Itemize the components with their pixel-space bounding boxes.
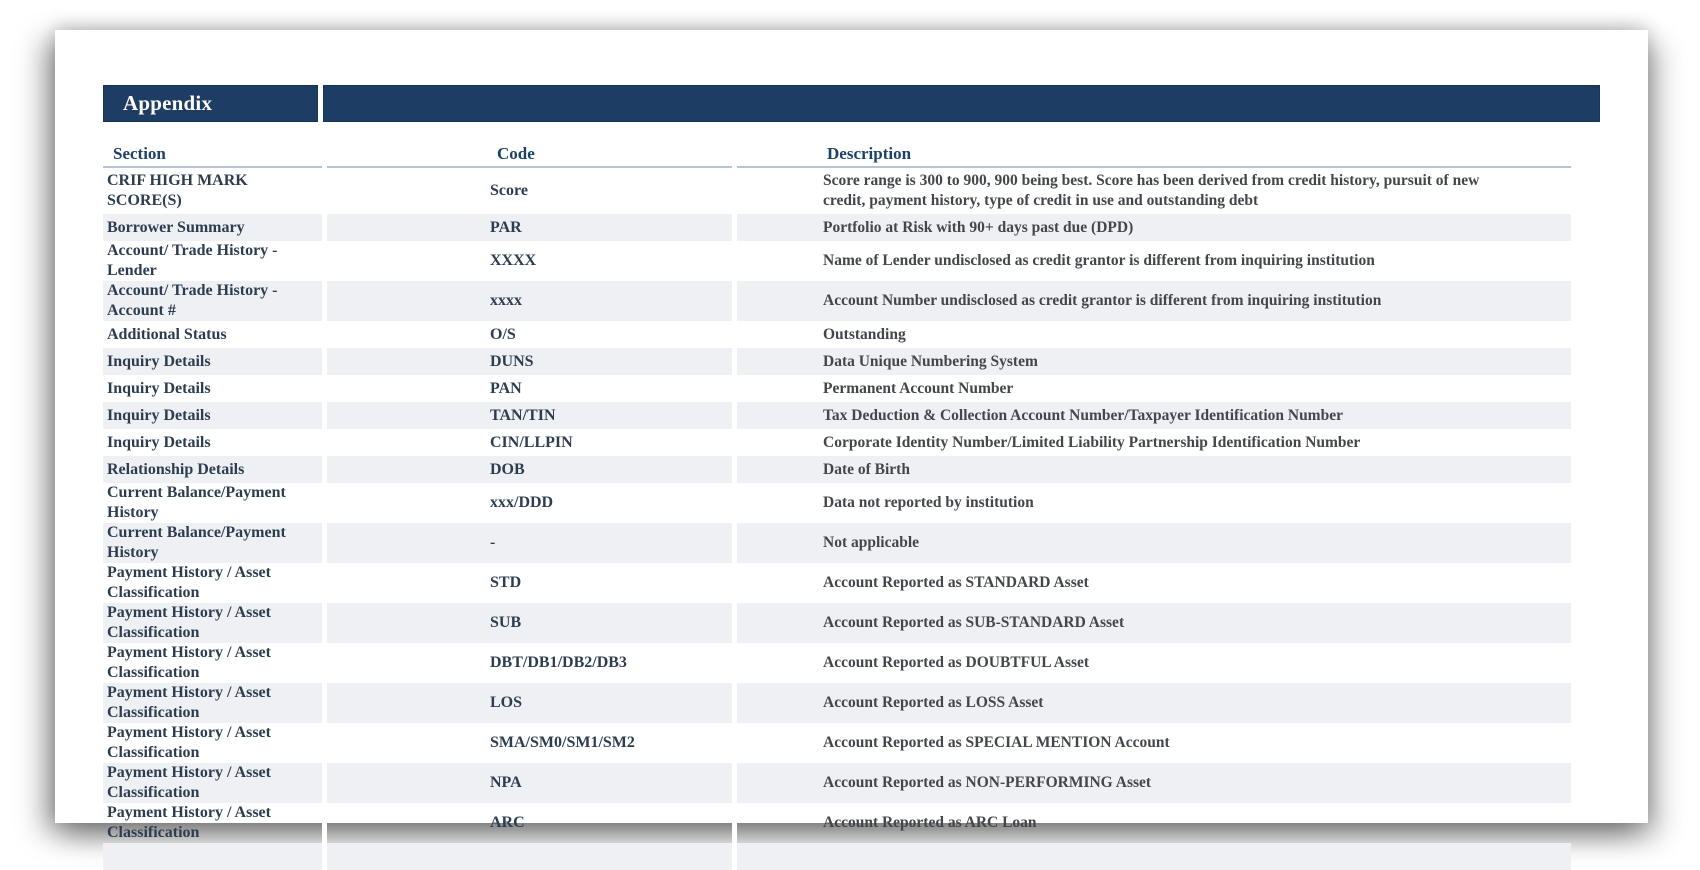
table-footer-stripe	[103, 843, 1571, 870]
code-cell: O/S	[490, 325, 516, 343]
table-row	[103, 168, 1571, 214]
table-row	[103, 348, 1571, 375]
description-cell: Date of Birth	[737, 456, 1571, 483]
section-cell: Borrower Summary	[103, 214, 322, 241]
table-row	[103, 402, 1571, 429]
table-row	[103, 763, 1571, 803]
code-cell: STD	[490, 574, 522, 591]
appendix-table	[103, 142, 1571, 870]
title-bar-extension	[323, 85, 1600, 122]
code-cell: TAN/TIN	[327, 402, 732, 429]
section-cell: Current Balance/Payment History	[107, 484, 286, 521]
appendix-title-label: Appendix	[123, 91, 213, 115]
description-cell: Not applicable	[737, 523, 1571, 563]
table-row	[103, 803, 1571, 843]
code-cell: PAN	[490, 379, 522, 397]
description-cell: Permanent Account Number	[823, 379, 1014, 397]
description-cell: Data Unique Numbering System	[737, 348, 1571, 375]
table-row	[103, 321, 1571, 348]
section-cell: Relationship Details	[103, 456, 322, 483]
table-row	[103, 281, 1571, 321]
table-row	[103, 429, 1571, 456]
table-row	[103, 723, 1571, 763]
table-row	[103, 483, 1571, 523]
section-cell: Payment History / Asset Classification	[107, 724, 271, 761]
description-cell: Account Reported as DOUBTFUL Asset	[823, 654, 1090, 671]
description-cell: Outstanding	[823, 325, 906, 343]
description-cell: Account Reported as LOSS Asset	[737, 683, 1571, 723]
description-cell: Score range is 300 to 900, 900 being best. Score has been derived from credit history, pursuit of new credit, payment history, type of credit in use and outstanding debt	[823, 172, 1480, 209]
section-cell: Additional Status	[107, 325, 227, 343]
code-cell: LOS	[327, 683, 732, 723]
section-cell: CRIF HIGH MARK SCORE(S)	[107, 172, 248, 209]
section-cell: Account/ Trade History - Account #	[103, 281, 322, 321]
code-cell: Score	[490, 182, 528, 199]
column-header-code: Code	[327, 142, 732, 168]
table-row	[103, 375, 1571, 402]
code-cell: NPA	[327, 763, 732, 803]
table-row	[103, 683, 1571, 723]
section-cell: Inquiry Details	[103, 348, 322, 375]
code-cell: SUB	[327, 603, 732, 643]
report-page	[55, 30, 1648, 841]
column-header-description: Description	[737, 142, 1571, 168]
description-cell: Account Reported as ARC Loan	[823, 814, 1037, 831]
empty-cell	[327, 843, 732, 870]
code-cell: SMA/SM0/SM1/SM2	[490, 734, 635, 751]
description-cell: Account Reported as NON-PERFORMING Asset	[737, 763, 1571, 803]
table-row	[103, 214, 1571, 241]
description-cell: Name of Lender undisclosed as credit grantor is different from inquiring institution	[823, 252, 1375, 269]
code-cell: xxx/DDD	[490, 494, 554, 511]
section-cell: Payment History / Asset Classification	[107, 804, 271, 841]
description-cell: Account Reported as SUB-STANDARD Asset	[737, 603, 1571, 643]
empty-cell	[103, 843, 322, 870]
code-cell: XXXX	[490, 252, 537, 269]
code-cell: -	[327, 523, 732, 563]
code-cell: DBT/DB1/DB2/DB3	[490, 654, 627, 671]
table-row	[103, 643, 1571, 683]
code-cell: CIN/LLPIN	[490, 433, 573, 451]
code-cell: ARC	[490, 814, 525, 831]
description-cell: Tax Deduction & Collection Account Number/Taxpayer Identification Number	[737, 402, 1571, 429]
appendix-title-box	[103, 85, 318, 122]
section-cell: Inquiry Details	[107, 379, 211, 397]
table-row	[103, 523, 1571, 563]
table-header-row	[103, 142, 1571, 168]
table-row	[103, 456, 1571, 483]
column-header-section: Section	[103, 142, 322, 168]
section-cell: Payment History / Asset Classification	[103, 603, 322, 643]
code-cell: DOB	[327, 456, 732, 483]
description-cell: Account Reported as SPECIAL MENTION Account	[823, 734, 1170, 751]
section-cell: Current Balance/Payment History	[103, 523, 322, 563]
description-cell: Account Number undisclosed as credit grantor is different from inquiring institution	[737, 281, 1571, 321]
table-row	[103, 241, 1571, 281]
section-cell: Account/ Trade History - Lender	[107, 242, 278, 279]
section-cell: Payment History / Asset Classification	[103, 683, 322, 723]
code-cell: DUNS	[327, 348, 732, 375]
table-body	[103, 168, 1571, 870]
description-cell: Portfolio at Risk with 90+ days past due (DPD)	[737, 214, 1571, 241]
appendix-title-bar	[103, 85, 1600, 122]
section-cell: Payment History / Asset Classification	[107, 564, 271, 601]
description-cell: Data not reported by institution	[823, 494, 1034, 511]
section-cell: Payment History / Asset Classification	[103, 763, 322, 803]
table-row	[103, 603, 1571, 643]
section-cell: Payment History / Asset Classification	[107, 644, 271, 681]
description-cell: Account Reported as STANDARD Asset	[823, 574, 1089, 591]
code-cell: xxxx	[327, 281, 732, 321]
code-cell: PAR	[327, 214, 732, 241]
table-row	[103, 563, 1571, 603]
section-cell: Inquiry Details	[103, 402, 322, 429]
empty-cell	[737, 843, 1571, 870]
section-cell: Inquiry Details	[107, 433, 211, 451]
description-cell: Corporate Identity Number/Limited Liability Partnership Identification Number	[823, 433, 1361, 451]
